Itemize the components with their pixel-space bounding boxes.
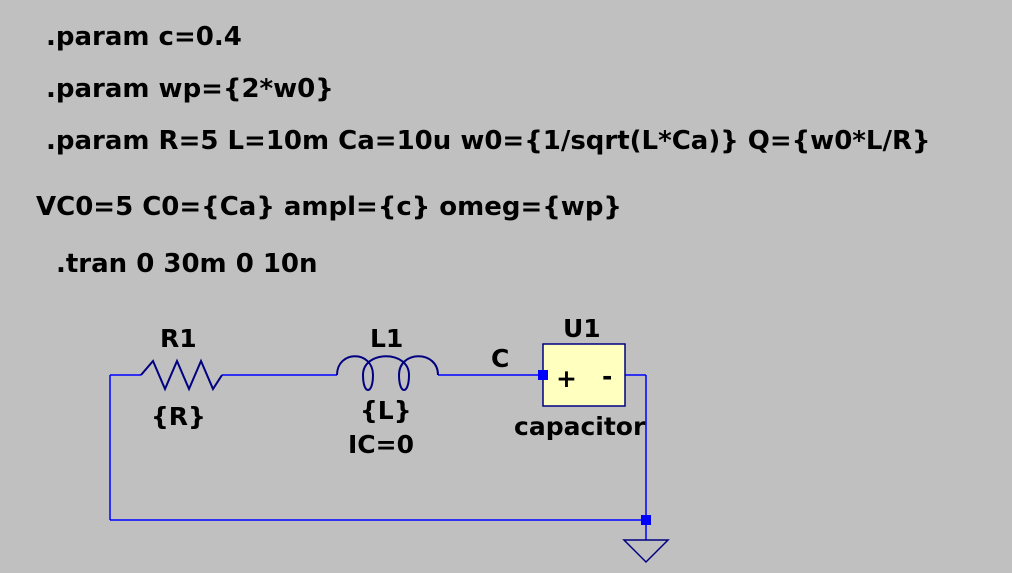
tran-directive[interactable]: .tran 0 30m 0 10n — [56, 249, 318, 279]
instance-params-text[interactable]: VC0=5 C0={Ca} ampl={c} omeg={wp} — [36, 192, 622, 222]
param-c-directive[interactable]: .param c=0.4 — [46, 22, 242, 52]
param-main-directive[interactable]: .param R=5 L=10m Ca=10u w0={1/sqrt(L*Ca)} Q={w0*L/R} — [46, 126, 931, 156]
r1-value: {R} — [151, 402, 206, 431]
resistor-r1-symbol[interactable] — [141, 361, 222, 389]
param-wp-directive[interactable]: .param wp={2*w0} — [46, 74, 334, 104]
inductor-l1-symbol[interactable] — [337, 356, 438, 390]
u1-plus-pin[interactable] — [538, 370, 548, 380]
r1-name: R1 — [160, 324, 197, 353]
u1-name: U1 — [563, 314, 601, 343]
net-label-c: C — [491, 344, 510, 373]
l1-name: L1 — [370, 324, 404, 353]
ground-icon[interactable] — [624, 540, 668, 562]
ground-junction[interactable] — [641, 515, 651, 525]
l1-initial-condition: IC=0 — [348, 430, 414, 459]
u1-model-name: capacitor — [514, 412, 646, 441]
u1-minus-sign: - — [602, 362, 613, 391]
l1-value: {L} — [360, 396, 412, 425]
u1-plus-sign: + — [556, 364, 577, 393]
